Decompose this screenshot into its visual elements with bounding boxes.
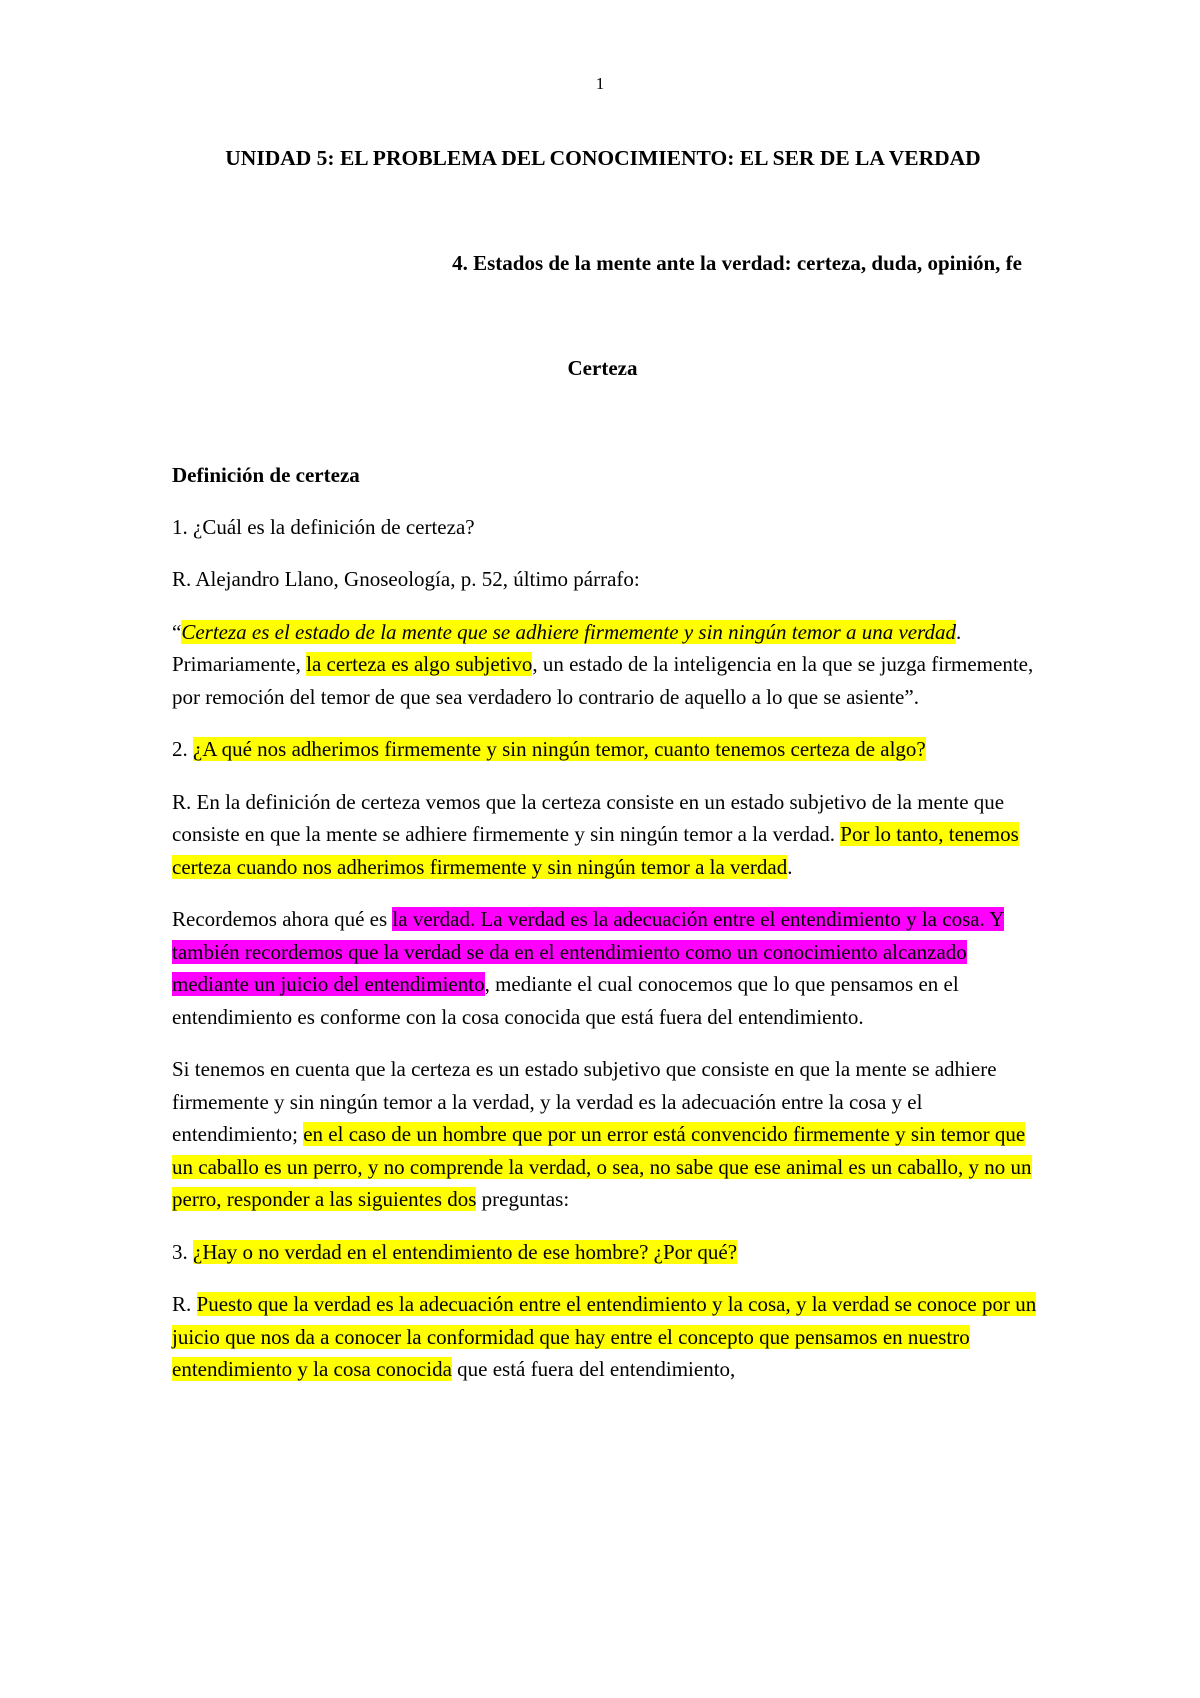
answer-2-end: .: [787, 854, 793, 879]
horse-dog-paragraph: [172, 1053, 1042, 1216]
answer-2-text: R. En la definición de certeza vemos que la certeza consiste en un estado subjetivo de la mente que consiste en que la mente se adhiere firmemente y sin ningún temor a la verdad.: [172, 789, 1005, 846]
page-number: 1: [595, 74, 605, 93]
quote-text: , un estado de la inteligencia en la que se juzga firmemente, por remoción del temor de que sea verdadero lo contrario de aquello a lo que se asiente”.: [172, 652, 1034, 709]
truth-paragraph-text: Recordemos ahora qué es: [172, 907, 393, 931]
answer-3: [172, 1288, 1042, 1386]
question-2-number: 2.: [172, 737, 193, 761]
truth-paragraph-text: , mediante el cual conocemos que lo que pensamos en el entendimiento es conforme con la cosa conocida que está fuera del entendimiento.: [172, 972, 959, 1029]
definition-quote: [172, 616, 1042, 714]
answer-3-text: que está fuera del entendimiento,: [451, 1357, 736, 1381]
subsection-title: Certeza: [567, 356, 638, 380]
document-body: [172, 459, 1042, 1406]
truth-paragraph: [172, 903, 1042, 1033]
answer-3-highlight: Puesto que la verdad es la adecuación entre el entendimiento y la cosa, y la verdad se conoce por un juicio que nos da a conocer la conformidad que hay entre el concepto que pensamos en nuestro entendimiento y la cosa conocida: [172, 1292, 1037, 1381]
horse-dog-highlight: en el caso de un hombre que por un error está convencido firmemente y sin temor que un caballo es un perro, y no comprende la verdad, o sea, no sabe que ese animal es un caballo, y no un perro, responder a las siguientes dos: [172, 1122, 1032, 1211]
subjective-highlight: la certeza es algo subjetivo: [306, 652, 533, 676]
answer-2: [172, 786, 1042, 884]
answer-1-source: R. Alejandro Llano, Gnoseología, p. 52, último párrafo:: [172, 567, 640, 591]
horse-dog-text: preguntas:: [476, 1187, 570, 1211]
horse-dog-text: Si tenemos en cuenta que la certeza es un estado subjetivo que consiste en que la mente se adhiere firmemente y sin ningún temor a la verdad, y la verdad es la adecuación entre la cosa y el entendimiento;: [172, 1057, 997, 1146]
unit-title: UNIDAD 5: EL PROBLEMA DEL CONOCIMIENTO: EL SER DE LA VERDAD: [225, 146, 981, 170]
question-3: [172, 1236, 1042, 1269]
quote-open: “: [172, 619, 182, 644]
certainty-definition-highlight: Certeza es el estado de la mente que se adhiere firmemente y sin ningún temor a una verdad: [181, 619, 957, 644]
definition-heading: Definición de certeza: [172, 463, 360, 487]
answer-2-highlight: Por lo tanto, tenemos certeza cuando nos adherimos firmemente y sin ningún temor a la verdad: [172, 822, 1019, 879]
question-3-number: 3.: [172, 1239, 193, 1264]
question-3-highlight: ¿Hay o no verdad en el entendimiento de ese hombre? ¿Por qué?: [193, 1239, 738, 1264]
section-title: 4. Estados de la mente ante la verdad: certeza, duda, opinión, fe: [452, 251, 1022, 275]
question-2-highlight: ¿A qué nos adherimos firmemente y sin ningún temor, cuanto tenemos certeza de algo?: [193, 737, 926, 761]
question-2: [172, 733, 1042, 766]
quote-text: . Primariamente,: [172, 619, 962, 676]
question-1: 1. ¿Cuál es la definición de certeza?: [172, 514, 475, 539]
answer-3-prefix: R.: [172, 1292, 197, 1316]
truth-definition-highlight: la verdad. La verdad es la adecuación entre el entendimiento y la cosa. Y también recordemos que la verdad se da en el entendimiento como un conocimiento alcanzado mediante un juicio del entendimiento: [172, 907, 1005, 996]
